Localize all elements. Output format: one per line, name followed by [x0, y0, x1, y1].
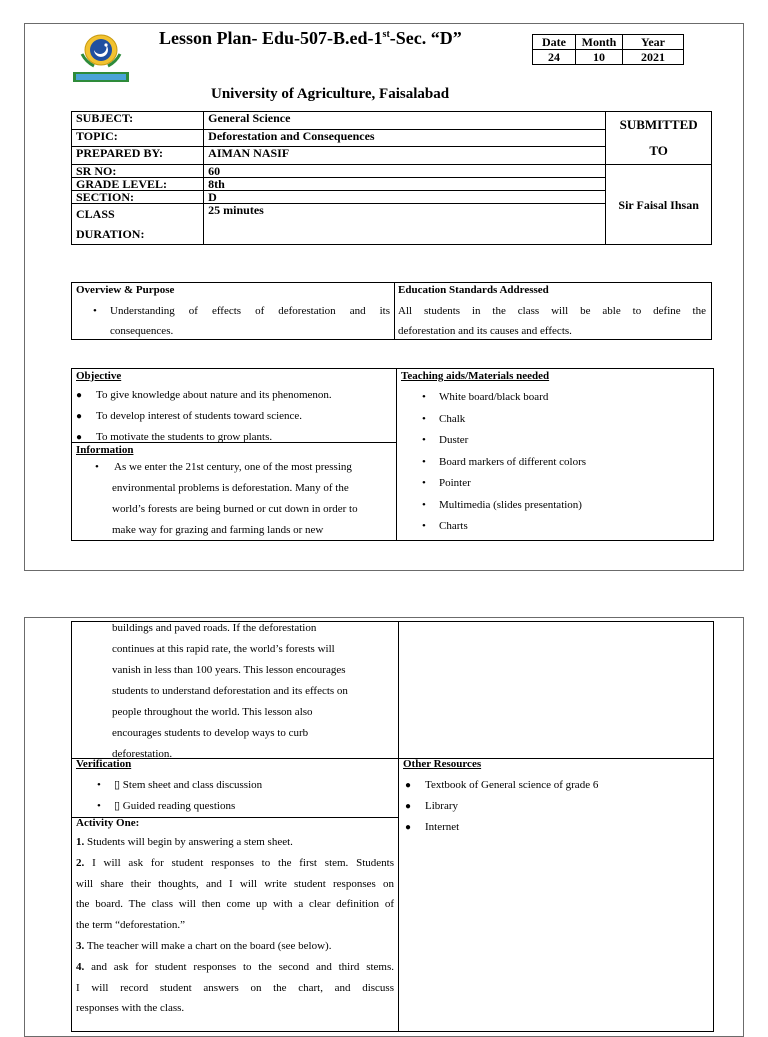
prepared-value: AIMAN NASIF [204, 147, 606, 165]
teaching-aids-box [396, 368, 714, 541]
teaching-aid-item: • Charts [439, 516, 586, 538]
teaching-aid-item: • Chalk [439, 409, 586, 431]
subject-label: SUBJECT: [72, 112, 204, 130]
title-tail: -Sec. “D” [389, 28, 462, 48]
information-line: deforestation. [112, 748, 173, 760]
information-line: make way for grazing and farming lands or new [112, 524, 324, 536]
page-1 [24, 23, 744, 571]
overview-box [71, 282, 395, 340]
objective-list [96, 385, 332, 448]
duration-label-line2: DURATION: [76, 227, 145, 241]
teaching-aid-item: • Multimedia (slides presentation) [439, 495, 586, 517]
topic-value: Deforestation and Consequences [204, 129, 606, 147]
month-label: Month [576, 35, 623, 50]
prepared-label: PREPARED BY: [72, 147, 204, 165]
activity-line: responses with the class. [76, 1002, 185, 1015]
information-text-p1 [112, 457, 358, 541]
teaching-aid-item: • Pointer [439, 473, 586, 495]
information-continued-box [71, 621, 399, 759]
step-number: 3. [76, 939, 85, 952]
resources-heading: Other Resources [403, 758, 482, 770]
submitted-text: SUBMITTED [619, 117, 698, 132]
step-text: The teacher will make a chart on the board (see below). [86, 939, 332, 952]
objective-item: ● To motivate the students to grow plants. [96, 427, 332, 448]
title-main: Lesson Plan- Edu-507-B.ed-1 [159, 28, 383, 48]
information-line: encourages students to develop ways to curb [112, 727, 309, 739]
section-value: D [204, 191, 606, 204]
page-2 [24, 617, 744, 1037]
information-line: world’s forests are being burned or cut down in order to [112, 503, 358, 515]
date-table [532, 34, 684, 65]
verification-heading: Verification [76, 758, 132, 770]
to-text: TO [649, 143, 668, 158]
right-continued-box [398, 621, 714, 759]
standards-box [394, 282, 712, 340]
resources-box [398, 758, 714, 1032]
verification-list [114, 775, 262, 817]
sr-label: SR NO: [72, 165, 204, 178]
activity-line: I will record student answers on the chart, and discuss [76, 981, 394, 994]
year-value: 2021 [623, 50, 684, 65]
title-superscript: st [382, 29, 390, 40]
sr-value: 60 [204, 165, 606, 178]
duration-label [72, 204, 204, 245]
duration-value: 25 minutes [204, 204, 606, 245]
information-line: environmental problems is deforestation. Many of the [112, 482, 349, 494]
verification-item: • ▯ Stem sheet and class discussion [114, 775, 262, 796]
activity-heading: Activity One: [76, 817, 140, 829]
objective-item: ● To give knowledge about nature and its phenomenon. [96, 385, 332, 406]
verification-box [71, 758, 399, 818]
information-line: • As we enter the 21st century, one of the most pressing [112, 457, 358, 478]
activity-step-4 [76, 957, 394, 978]
subject-value: General Science [204, 112, 606, 130]
info-table [71, 111, 712, 245]
standards-heading: Education Standards Addressed [398, 284, 549, 296]
teaching-aid-item: • Duster [439, 430, 586, 452]
step-text: and ask for student responses to the second and third stems. [91, 960, 395, 973]
information-line: continues at this rapid rate, the world’s forests will [112, 643, 335, 655]
step-text: I will ask for student responses to the first stem. Students [92, 856, 395, 869]
resource-item: ● Library [425, 796, 598, 817]
overview-bullet-line1: • Understanding of effects of deforestation and its [110, 305, 390, 317]
resource-item: ● Internet [425, 817, 598, 838]
verification-item: • ▯ Guided reading questions [114, 796, 262, 817]
activity-line: the board. The class will then come up with a clear definition of [76, 898, 394, 911]
duration-label-line1: CLASS [76, 207, 115, 221]
teacher-name: Sir Faisal Ihsan [606, 165, 712, 245]
step-number: 4. [76, 960, 85, 973]
date-label: Date [533, 35, 576, 50]
overview-heading: Overview & Purpose [76, 284, 175, 296]
year-label: Year [623, 35, 684, 50]
resources-list [425, 775, 598, 838]
activity-step-3 [76, 936, 394, 957]
activity-step-1 [76, 832, 394, 853]
step-text: Students will begin by answering a stem sheet. [87, 836, 293, 848]
activity-text [76, 832, 394, 1019]
teaching-aids-list [439, 387, 586, 538]
activity-line: will share their thoughts, and I will write student responses on [76, 877, 394, 890]
step-number: 2. [76, 856, 85, 869]
step-number: 1. [76, 836, 85, 848]
information-line: people throughout the world. This lesson also [112, 706, 313, 718]
objective-heading: Objective [76, 370, 122, 382]
university-logo [70, 30, 132, 84]
grade-value: 8th [204, 178, 606, 191]
date-value: 24 [533, 50, 576, 65]
information-line: buildings and paved roads. If the deforestation [112, 622, 317, 634]
teaching-aids-heading: Teaching aids/Materials needed [401, 370, 550, 382]
activity-box [71, 817, 399, 1032]
standards-line2: deforestation and its causes and effects. [398, 325, 572, 337]
month-value: 10 [576, 50, 623, 65]
objective-box [71, 368, 397, 443]
activity-line: the term “deforestation.” [76, 919, 186, 932]
section-label: SECTION: [72, 191, 204, 204]
activity-step-2 [76, 853, 394, 874]
objective-item: ● To develop interest of students toward science. [96, 406, 332, 427]
grade-label: GRADE LEVEL: [72, 178, 204, 191]
overview-bullet-line2: consequences. [110, 325, 174, 337]
submitted-to-cell [606, 112, 712, 165]
university-name: University of Agriculture, Faisalabad [211, 86, 450, 102]
information-box [71, 442, 397, 541]
resource-item: ● Textbook of General science of grade 6 [425, 775, 598, 796]
information-text-p2 [112, 618, 348, 765]
information-line: vanish in less than 100 years. This lesson encourages [112, 664, 346, 676]
topic-label: TOPIC: [72, 129, 204, 147]
information-line: students to understand deforestation and its effects on [112, 685, 348, 697]
information-heading: Information [76, 444, 134, 456]
teaching-aid-item: • Board markers of different colors [439, 452, 586, 474]
teaching-aid-item: • White board/black board [439, 387, 586, 409]
lesson-title [159, 28, 462, 49]
standards-line1: All students in the class will be able to define the [398, 305, 706, 317]
